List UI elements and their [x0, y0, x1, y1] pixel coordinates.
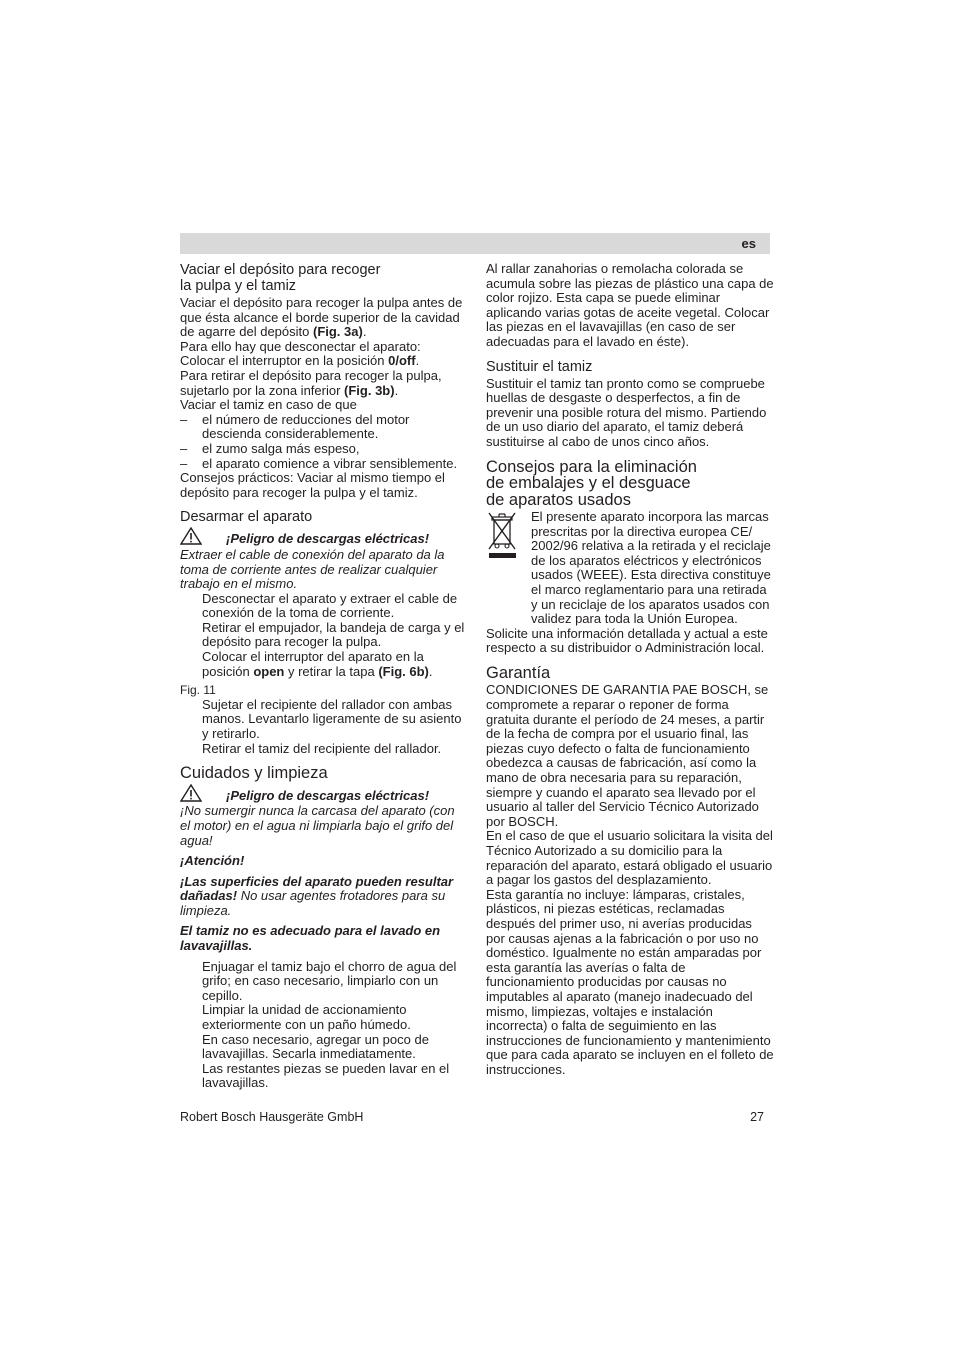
instruction: Retirar el tamiz del recipiente del rallador.: [202, 740, 442, 756]
left-column: [180, 262, 468, 1091]
warning-note: ¡Las superficies del aparato pueden resultar dañadas! No usar agentes frotadores para su limpieza.: [180, 873, 454, 918]
list-item: – el número de reducciones del motor descienda considerablemente.: [180, 411, 410, 442]
language-bar: [180, 233, 770, 254]
paragraph: Para retirar el depósito para recoger la pulpa, sujetarlo por la zona inferior (Fig. 3b).: [180, 367, 442, 398]
italic-note: ¡No sumergir nunca la carcasa del aparato (con el motor) en el agua ni limpiarla bajo el grifo del agua!: [180, 803, 455, 848]
instruction: Las restantes piezas se pueden lavar en el lavavajillas.: [202, 1060, 450, 1091]
paragraph: Consejos prácticos: Vaciar al mismo tiempo el depósito para recoger la pulpa y el tamiz.: [180, 470, 445, 500]
paragraph: El presente aparato incorpora las marcas prescritas por la directiva europea CE/ 2002/96 relativa a la retirada y el reciclaje de los aparatos eléctricos y electrónicos usados (WEEE). Esta directiva constituye el marco reglamentario para una retirada y un reciclaje de los aparatos usados con validez para toda la Unión Europea.: [531, 509, 771, 627]
language-code: es: [741, 236, 756, 251]
warning-triangle-icon: [180, 784, 202, 802]
section-title-replace-sieve: Sustituir el tamiz: [486, 358, 593, 375]
page-number: 27: [750, 1110, 764, 1124]
list-item: – el aparato comience a vibrar sensiblemente.: [180, 455, 458, 471]
section-title-warranty: Garantía: [486, 663, 551, 682]
warning: ¡Peligro de descargas eléctricas!: [180, 784, 468, 804]
instruction: En caso necesario, agregar un poco de lavavajillas. Secarla inmediatamente.: [202, 1031, 429, 1062]
section-title-empty-container: Vaciar el depósito para recoger la pulpa y el tamiz: [180, 262, 381, 294]
paragraph: Colocar el interruptor en la posición 0/off.: [180, 353, 420, 369]
attention: ¡Atención!: [180, 853, 245, 869]
instruction: Desconectar el aparato y extraer el cable de conexión de la toma de corriente.: [202, 590, 458, 621]
right-column: [486, 262, 774, 1078]
section-title-disposal: Consejos para la eliminación de embalajes y el desguace de aparatos usados: [486, 457, 697, 509]
list-item: – el zumo salga más espeso,: [180, 440, 360, 456]
warning-note: El tamiz no es adecuado para el lavado en lavavajillas.: [180, 923, 441, 954]
weee-block: [486, 510, 774, 627]
figure-ref: Fig. 11: [180, 683, 216, 698]
paragraph: Al rallar zanahorias o remolacha colorada se acumula sobre las piezas de plástico una capa de color rojizo. Esta capa se puede eliminar aplicando varias gotas de aceite vegetal. Colocar las piezas en el lavavajillas (en caso de ser adecuadas para el lavado en éste).: [486, 261, 774, 349]
instruction: Retirar el empujador, la bandeja de carga y el depósito para recoger la pulpa.: [202, 619, 465, 650]
paragraph: Esta garantía no incluye: lámparas, cristales, plásticos, ni piezas estéticas, reclamadas después del primer uso, ni averías producidas por causas ajenas a la fabricación o por uso no doméstico. Igualmente no están amparadas por esta garantía las averías o falta de funcionamiento producidas por causas no imputables al aparato (manejo inadecuado del mismo, limpiezas, voltajes e instalación incorrecta) o falta de seguimiento en las instrucciones de funcionamiento y mantenimiento que para cada aparato se incluyen en el folleto de instrucciones.: [486, 886, 774, 1077]
italic-note: Extraer el cable de conexión del aparato da la toma de corriente antes de realizar cualquier trabajo en el mismo.: [180, 546, 445, 592]
warning-triangle-icon: [180, 527, 202, 545]
instruction: Enjuagar el tamiz bajo el chorro de agua del grifo; en caso necesario, limpiarlo con un cepillo.: [202, 958, 457, 1003]
paragraph: Solicite una información detallada y actual a este respecto a su distribuidor o Administración local.: [486, 625, 768, 656]
paragraph: Vaciar el tamiz en caso de que: [180, 397, 357, 413]
paragraph: En el caso de que el usuario solicitara la visita del Técnico Autorizado a su domicilio para la reparación del aparato, estará obligado el usuario a pagar los gastos del desplazamiento.: [486, 828, 773, 888]
paragraph: Sustituir el tamiz tan pronto como se compruebe huellas de desgaste o desperfectos, a fin de prevenir una posible rotura del mismo. Partiendo de un uso diario del aparato, el tamiz deberá sustituirse al cabo de unos cinco años.: [486, 375, 767, 449]
section-title-care: Cuidados y limpieza: [180, 764, 328, 783]
instruction: Limpiar la unidad de accionamiento exteriormente con un paño húmedo.: [202, 1002, 411, 1033]
warning: ¡Peligro de descargas eléctricas!: [180, 527, 468, 547]
section-title-disassemble: Desarmar el aparato: [180, 509, 313, 526]
weee-bin-icon: [486, 510, 520, 560]
paragraph: CONDICIONES DE GARANTIA PAE BOSCH, se compromete a reparar o reponer de forma gratuita durante el período de 24 meses, a partir de la fecha de compra por el usuario final, las piezas cuyo defecto o falta de funcionamiento obedezca a causas de fabricación, así como la mano de obra necesaria para su reparación, siempre y cuando el aparato sea llevado por el usuario al taller del Servicio Técnico Autorizado por BOSCH.: [486, 682, 769, 829]
paragraph: Para ello hay que desconectar el aparato:: [180, 338, 421, 354]
instruction: Sujetar el recipiente del rallador con ambas manos. Levantarlo ligeramente de su asiento y retirarlo.: [202, 696, 462, 742]
instruction: Colocar el interruptor del aparato en la posición open y retirar la tapa (Fig. 6b).: [202, 649, 433, 679]
paragraph: Vaciar el depósito para recoger la pulpa antes de que ésta alcance el borde superior de la cavidad de agarre del depósito (Fig. 3a).: [180, 295, 463, 340]
footer-company: Robert Bosch Hausgeräte GmbH: [180, 1110, 364, 1124]
